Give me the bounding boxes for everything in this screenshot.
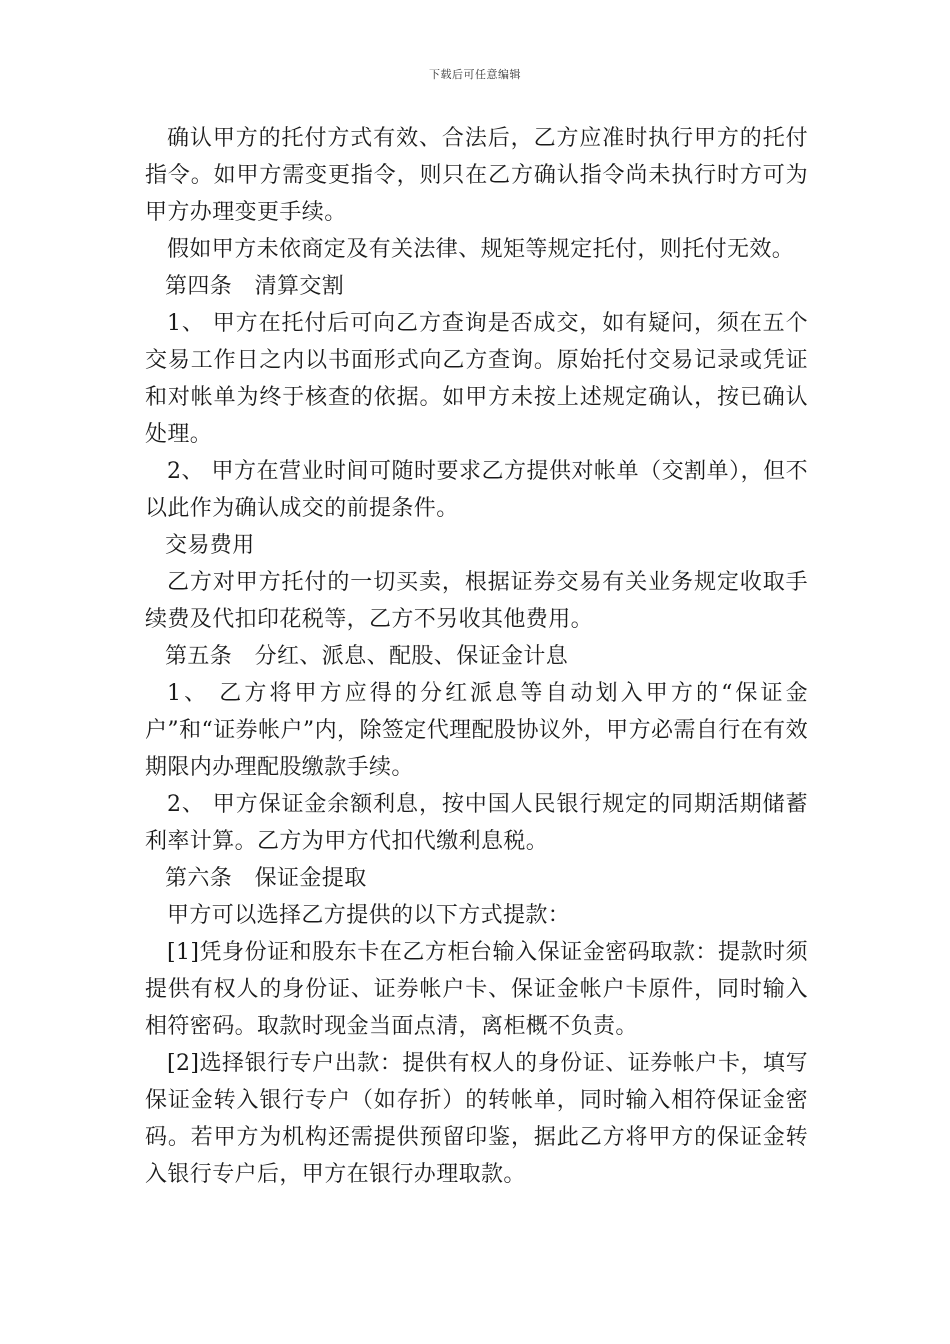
heading-article-5: 第五条 分红、派息、配股、保证金计息 — [165, 644, 569, 669]
paragraph-article-5-item-1: 1、 乙方将甲方应得的分红派息等自动划入甲方的“保证金户”和“证券帐户”内，除签定代理配股协议外，甲方必需自行在有效期限内办理配股缴款手续。 — [145, 681, 808, 780]
paragraph-article-4-item-2: 2、 甲方在营业时间可随时要求乙方提供对帐单（交割单），但不以此作为确认成交的前提条件。 — [145, 459, 808, 521]
page-header-note: 下载后可任意编辑 — [429, 68, 521, 81]
heading-article-6: 第六条 保证金提取 — [165, 866, 367, 891]
paragraph-confirm-order: 确认甲方的托付方式有效、合法后，乙方应准时执行甲方的托付指令。如甲方需变更指令，则只在乙方确认指令尚未执行时方可为甲方办理变更手续。 — [145, 126, 808, 225]
heading-trading-fees: 交易费用 — [165, 533, 255, 558]
paragraph-withdrawal-method-2: [2]选择银行专户出款：提供有权人的身份证、证券帐户卡，填写保证金转入银行专户（如存折）的转帐单，同时输入相符保证金密码。若甲方为机构还需提供预留印鉴，据此乙方将甲方的保证金转入银行专户后，甲方在银行办理取款。 — [145, 1051, 808, 1187]
paragraph-article-4-item-1: 1、 甲方在托付后可向乙方查询是否成交，如有疑问，须在五个交易工作日之内以书面形式向乙方查询。原始托付交易记录或凭证和对帐单为终于核查的依据。如甲方未按上述规定确认，按已确认处理。 — [145, 311, 808, 447]
document-body — [145, 120, 808, 1193]
paragraph-withdrawal-methods: 甲方可以选择乙方提供的以下方式提款： — [167, 903, 571, 928]
paragraph-withdrawal-method-1: [1]凭身份证和股东卡在乙方柜台输入保证金密码取款：提款时须提供有权人的身份证、证券帐户卡、保证金帐户卡原件，同时输入相符密码。取款时现金当面点清，离柜概不负责。 — [145, 940, 808, 1039]
paragraph-invalid-order: 假如甲方未依商定及有关法律、规矩等规定托付，则托付无效。 — [167, 237, 795, 262]
heading-article-4: 第四条 清算交割 — [165, 274, 345, 299]
paragraph-trading-fees: 乙方对甲方托付的一切买卖，根据证券交易有关业务规定收取手续费及代扣印花税等，乙方不另收其他费用。 — [145, 570, 808, 632]
paragraph-article-5-item-2: 2、 甲方保证金余额利息，按中国人民银行规定的同期活期储蓄利率计算。乙方为甲方代扣代缴利息税。 — [145, 792, 808, 854]
